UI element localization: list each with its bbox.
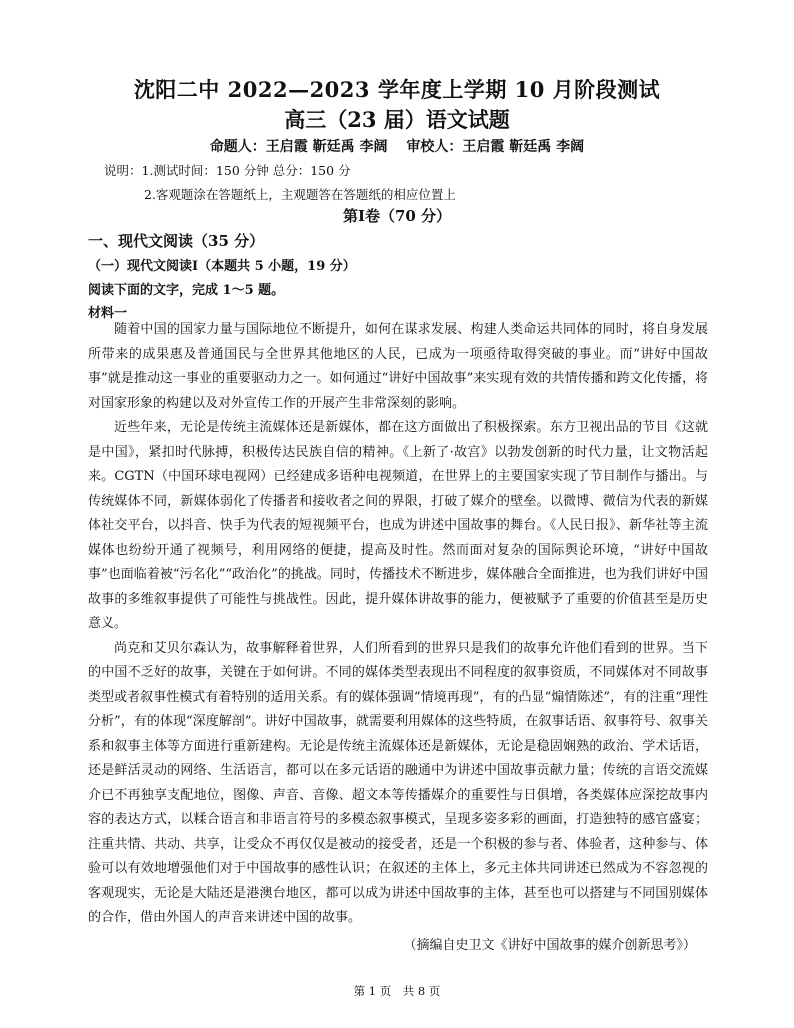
source-citation: （摘编自史卫文《讲好中国故事的媒介创新思考》） [403,938,696,953]
part-title: 第Ⅰ卷（70 分） [342,207,452,225]
authors-line: 命题人：王启霞 靳廷禹 李阔 审校人：王启霞 靳廷禹 李阔 [209,139,585,155]
paragraph-1: 随着中国的国家力量与国际地位不断提升，如何在谋求发展、构建人类命运共同体的同时，将自身发展所带来的成果惠及普通国民与全世界其他地区的人民，已成为一项亟待取得突破的事业。而“讲好中国故事”就是推动这一事业的重要驱动力之一。如何通过“讲好中国故事”来实现有效的共情传播和跨文化传播，将对国家形象的构建以及对外宣传工作的开展产生非常深刻的影响。 [88,322,708,411]
instructions-note-1: 说明：1.测试时间：150 分钟 总分：150 分 [104,163,351,178]
material-label: 材料一 [88,306,128,321]
exam-title-line2: 高三（23 届）语文试题 [284,107,510,132]
subsection-heading: （一）现代文阅读Ⅰ（本题共 5 小题，19 分） [88,259,356,274]
exam-title-line1: 沈阳二中 2022—2023 学年度上学期 10 月阶段测试 [133,77,661,102]
section-heading: 一、现代文阅读（35 分） [88,232,265,250]
paragraph-2: 近些年来，无论是传统主流媒体还是新媒体，都在这方面做出了积极探索。东方卫视出品的节目《这就是中国》，紧扣时代脉搏，积极传达民族自信的精神。《上新了·故宫》以勃发创新的时代力量，让文物活起来。CGTN（中国环球电视网）已经建成多语种电视频道，在世界上的主要国家实现了节目制作与播出。与传统媒体不同，新媒体弱化了传播者和接收者之间的界限，打破了媒介的壁垒。以微博、微信为代表的新媒体社交平台，以抖音、快手为代表的短视频平台，也成为讲述中国故事的舞台。《人民日报》、新华社等主流媒体也纷纷开通了视频号，利用网络的便捷，提高及时性。然而面对复杂的国际舆论环境，“讲好中国故事”也面临着被“污名化”“政治化”的挑战。同时，传播技术不断进步，媒体融合全面推进，也为我们讲好中国故事的多维叙事提供了可能性与挑战性。因此，提升媒体讲故事的能力，便被赋予了重要的价值甚至是历史意义。 [88,420,708,631]
reading-instruction: 阅读下面的文字，完成 1～5 题。 [88,283,285,298]
page-footer: 第 1 页 共 8 页 [353,984,441,998]
instructions-note-2: 2.客观题涂在答题纸上，主观题答在答题纸的相应位置上 [144,187,456,202]
article-body [88,318,708,931]
paragraph-3: 尚克和艾贝尔森认为，故事解释着世界，人们所看到的世界只是我们的故事允许他们看到的世界。当下的中国不乏好的故事，关键在于如何讲。不同的媒体类型表现出不同程度的叙事资质，不同媒体对不同故事类型或者叙事性模式有着特别的适用关系。有的媒体强调“情境再现”，有的凸显“煽情陈述”，有的注重“理性分析”，有的体现“深度解剖”。讲好中国故事，就需要利用媒体的这些特质，在叙事话语、叙事符号、叙事关系和叙事主体等方面进行重新建构。无论是传统主流媒体还是新媒体，无论是稳固娴熟的政治、学术话语，还是鲜活灵动的网络、生活语言，都可以在多元话语的融通中为讲述中国故事贡献力量；传统的言语交流媒介已不再独享支配地位，图像、声音、音像、超文本等传播媒介的重要性与日俱增，各类媒体应深挖故事内容的表达方式，以糅合语言和非语言符号的多模态叙事模式，呈现多姿多彩的画面，打造独特的感官盛宴；注重共情、共动、共享，让受众不再仅仅是被动的接受者，还是一个积极的参与者、体验者，这种参与、体验可以有效地增强他们对于中国故事的感性认识；在叙述的主体上，多元主体共同讲述已然成为不容忽视的客观现实，无论是大陆还是港澳台地区，都可以成为讲述中国故事的主体，甚至也可以搭建与不同国别媒体的合作，借由外国人的声音来讲述中国的故事。 [88,640,708,925]
